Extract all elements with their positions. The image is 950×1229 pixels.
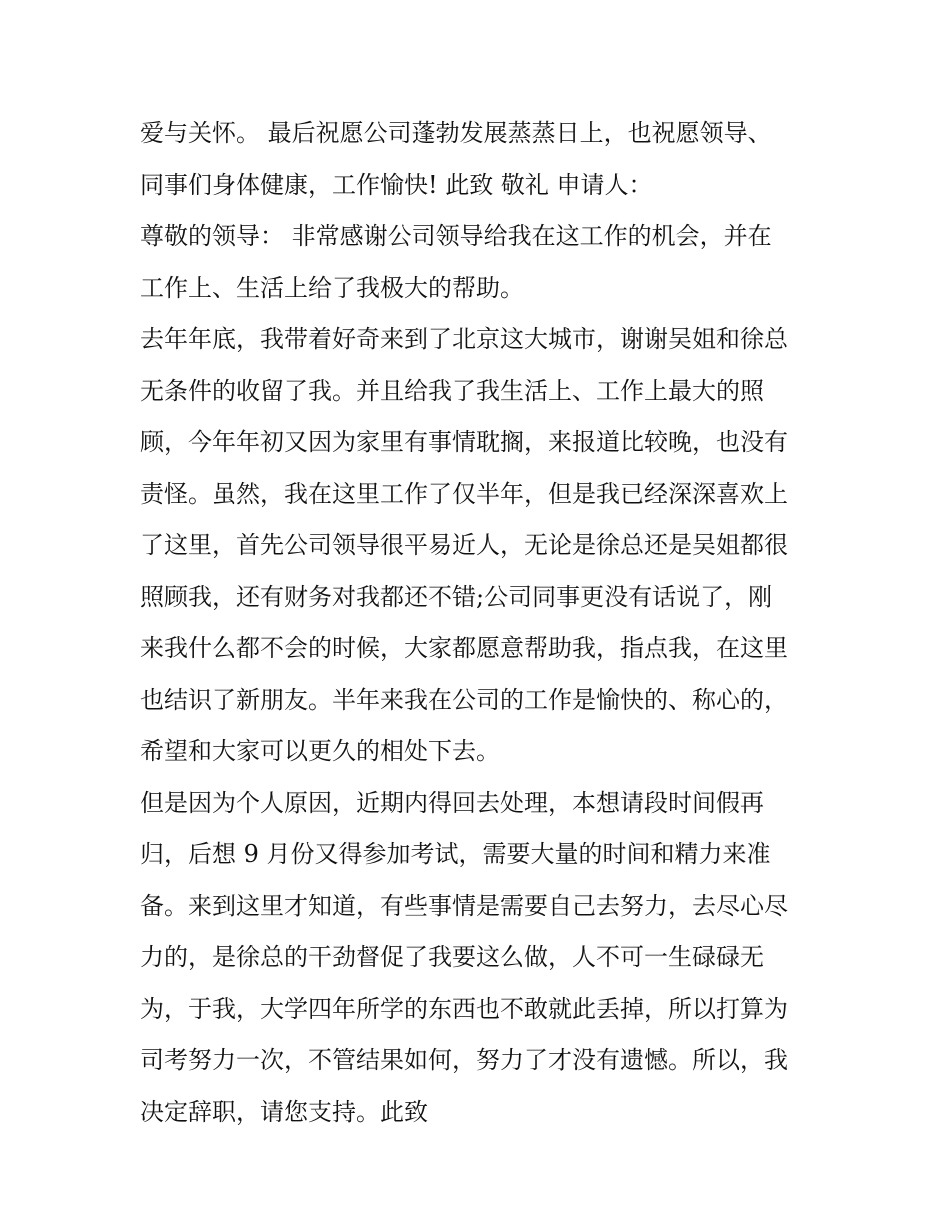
text-line: 力的，是徐总的干劲督促了我要这么做，人不可一生碌碌无: [140, 943, 764, 971]
text-line: 为，于我，大学四年所学的东西也不敢就此丢掉，所以打算为: [140, 994, 788, 1023]
text-line: 工作上、生活上给了我极大的帮助。: [140, 273, 524, 302]
text-line: 但是因为个人原因，近期内得回去处理，本想请段时间假再: [140, 788, 764, 817]
text-line: 也结识了新朋友。半年来我在公司的工作是愉快的、称心的，: [140, 685, 788, 714]
text-line: 了这里，首先公司领导很平易近人，无论是徐总还是吴姐都很: [140, 531, 788, 559]
text-line: 希望和大家可以更久的相处下去。: [140, 737, 500, 765]
text-line: 去年年底，我带着好奇来到了北京这大城市，谢谢吴姐和徐总: [140, 325, 788, 353]
text-line: 来我什么都不会的时候，大家都愿意帮助我，指点我，在这里: [140, 634, 788, 662]
text-line: 尊敬的领导： 非常感谢公司领导给我在这工作的机会，并在: [140, 222, 772, 250]
text-line: 无条件的收留了我。并且给我了我生活上、工作上最大的照: [140, 376, 764, 405]
text-line: 照顾我，还有财务对我都还不错;公司同事更没有话说了，刚: [140, 582, 773, 611]
text-line: 决定辞职，请您支持。此致: [140, 1097, 428, 1126]
text-line: 顾，今年年初又因为家里有事情耽搁，来报道比较晚，也没有: [140, 428, 788, 456]
text-line: 备。来到这里才知道，有些事情是需要自己去努力，去尽心尽: [140, 891, 788, 920]
body-text: [140, 108, 820, 1138]
text-line: 责怪。虽然，我在这里工作了仅半年，但是我已经深深喜欢上: [140, 479, 788, 508]
text-line: 爱与关怀。 最后祝愿公司蓬勃发展蒸蒸日上，也祝愿领导、: [140, 119, 772, 147]
text-line: 归，后想 9 月份又得参加考试，需要大量的时间和精力来准: [140, 840, 771, 868]
text-line: 司考努力一次，不管结果如何，努力了才没有遗憾。所以，我: [140, 1046, 788, 1074]
text-line: 同事们身体健康，工作愉快! 此致 敬礼 申请人：: [140, 170, 653, 199]
